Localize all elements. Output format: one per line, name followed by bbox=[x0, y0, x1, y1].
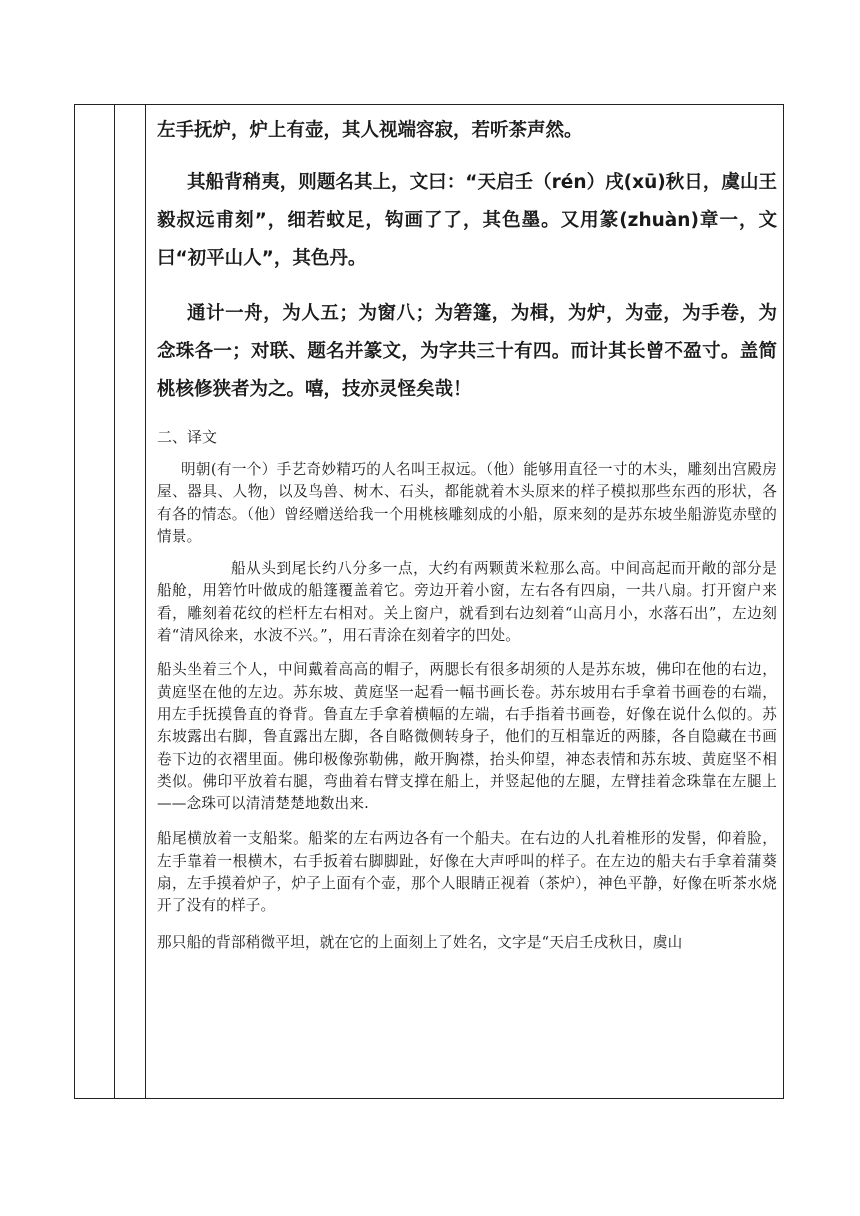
column-divider bbox=[145, 105, 146, 1098]
translation-paragraph-1: 明朝(有一个）手艺奇妙精巧的人名叫王叔远。（他）能够用直径一寸的木头，雕刻出宫殿房屋、器具、人物，以及鸟兽、树木、石头，都能就着木头原来的样子模拟那些东西的形状，各有各的情态。（他）曾经赠送给我一个用桃核雕刻成的小船，原来刻的是苏东坡坐船游览赤壁的情景。 bbox=[157, 461, 777, 545]
translation-paragraph-3: 船头坐着三个人，中间戴着高高的帽子，两腮长有很多胡须的人是苏东坡，佛印在他的右边，黄庭坚在他的左边。苏东坡、黄庭坚一起看一幅书画长卷。苏东坡用右手拿着书画卷的右端，用左手抚摸鲁直的脊背。鲁直左手拿着横幅的左端，右手指着书画卷，好像在说什么似的。苏东坡露出右脚，鲁直露出左脚，各自略微侧转身子，他们的互相靠近的两膝，各自隐藏在书画卷下边的衣褶里面。佛印极像弥勒佛，敞开胸襟，抬头仰望，神态表情和苏东坡、黄庭坚不相类似。佛印平放着右腿，弯曲着右臂支撑在船上，并竖起他的左腿，左臂挂着念珠靠在左腿上——念珠可以清清楚楚地数出来. bbox=[157, 661, 777, 813]
original-paragraph-2: 其船背稍夷，则题名其上，文曰：“天启壬（rén）戌(xū)秋日，虞山王毅叔远甫刻”，细若蚊足，钩画了了，其色墨。又用篆(zhuàn)章一，文曰“初平山人”，其色丹。 bbox=[157, 172, 777, 269]
original-paragraph-3: 通计一舟，为人五；为窗八；为箬篷，为楫，为炉，为壶，为手卷，为念珠各一；对联、题名并篆文，为字共三十有四。而计其长曾不盈寸。盖简桃核修狭者为之。嘻，技亦灵怪矣哉！ bbox=[157, 303, 777, 400]
document-table bbox=[74, 104, 784, 1099]
column-divider bbox=[114, 105, 115, 1098]
original-paragraph-1: 左手抚炉，炉上有壶，其人视端容寂，若听茶声然。 bbox=[157, 120, 583, 141]
translation-paragraph-5: 那只船的背部稍微平坦，就在它的上面刻上了姓名，文字是“天启壬戌秋日，虞山 bbox=[157, 933, 683, 951]
section-heading: 二、译文 bbox=[157, 428, 218, 446]
translation-paragraph-4: 船尾横放着一支船桨。船桨的左右两边各有一个船夫。在右边的人扎着椎形的发髻，仰着脸，左手靠着一根横木，右手扳着右脚脚趾，好像在大声呼叫的样子。在左边的船夫右手拿着蒲葵扇，左手摸着炉子，炉子上面有个壶，那个人眼睛正视着（茶炉），神色平静，好像在听茶水烧开了没有的样子。 bbox=[157, 830, 777, 915]
content-cell bbox=[154, 105, 783, 1098]
translation-paragraph-2: 船从头到尾长约八分多一点，大约有两颗黄米粒那么高。中间高起而开敞的部分是船舱，用箬竹叶做成的船篷覆盖着它。旁边开着小窗，左右各有四扇，一共八扇。打开窗户来看，雕刻着花纹的栏杆左右相对。关上窗户，就看到右边刻着“山高月小，水落石出”，左边刻着“清风徐来，水波不兴。”，用石青涂在刻着字的凹处。 bbox=[157, 560, 777, 645]
